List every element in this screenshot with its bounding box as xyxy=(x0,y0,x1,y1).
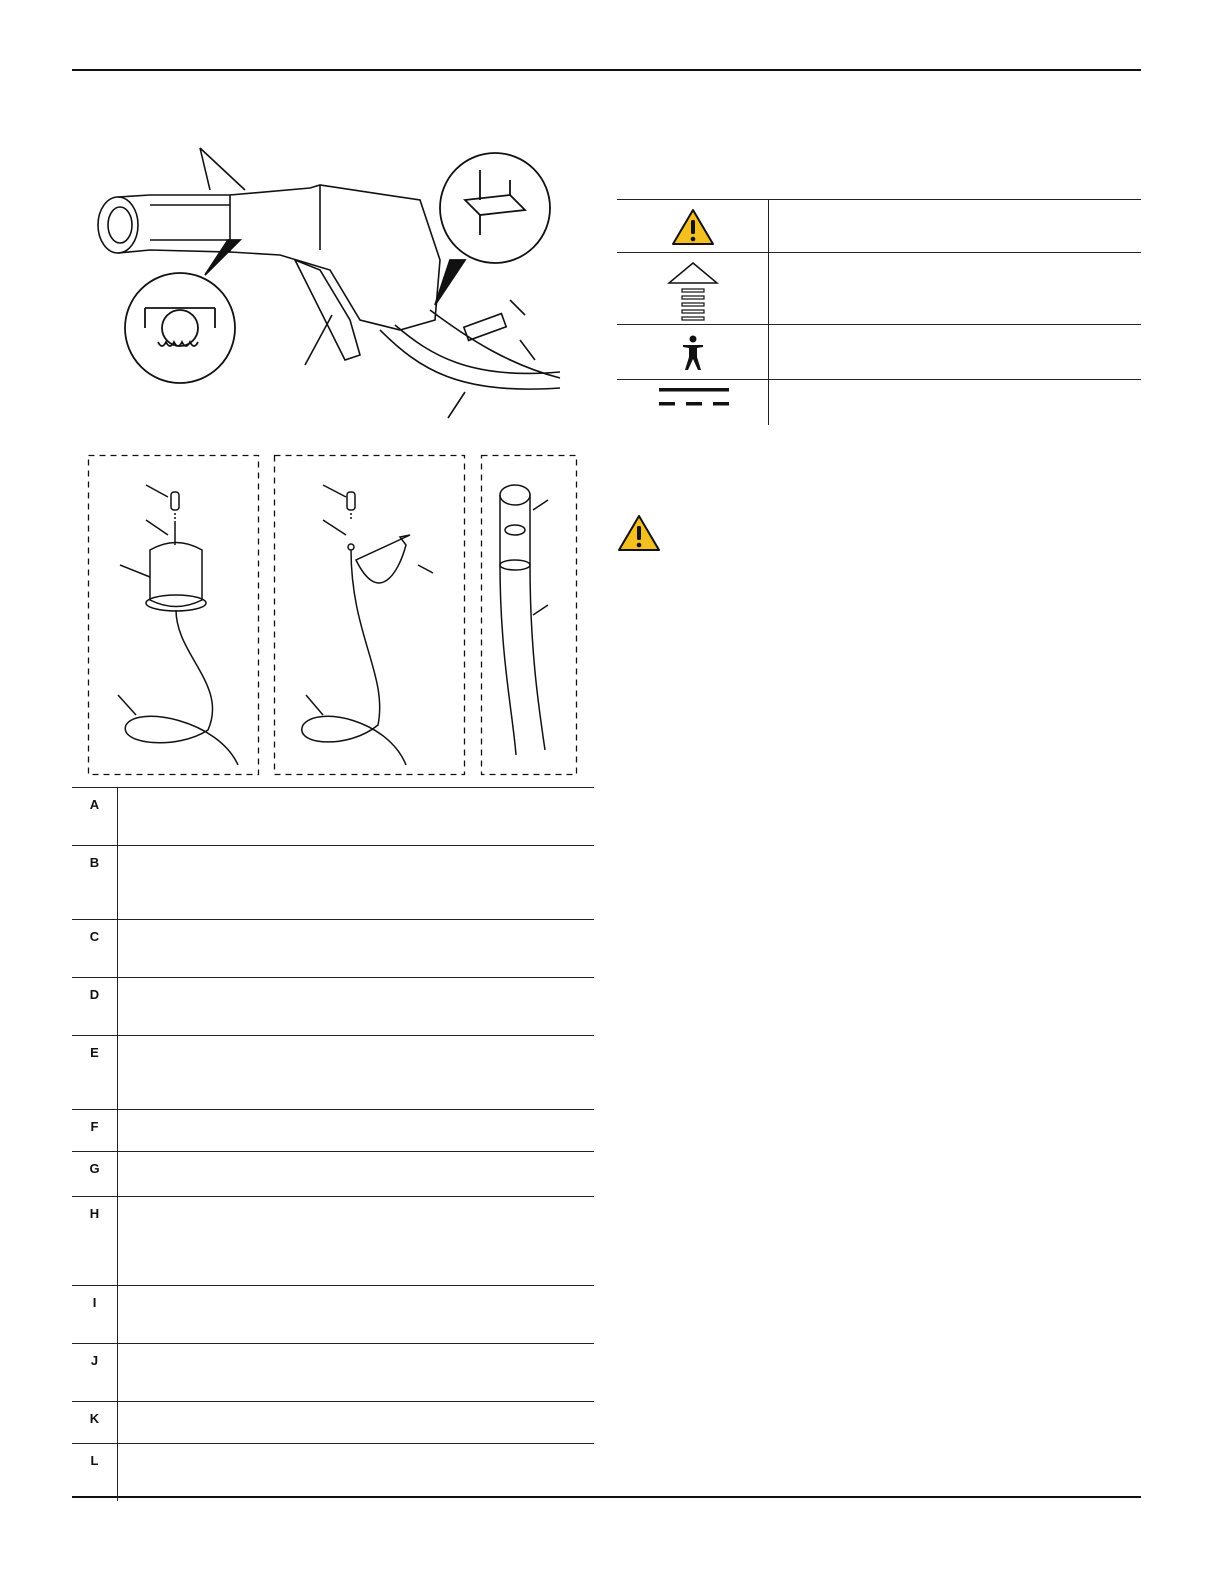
legend-letter: D xyxy=(72,978,118,1035)
legend-desc xyxy=(118,1110,594,1151)
legend-letter: C xyxy=(72,920,118,977)
handpiece-illustration xyxy=(80,140,580,440)
legend-letter: I xyxy=(72,1286,118,1343)
legend-desc xyxy=(118,1152,594,1196)
legend-row xyxy=(72,919,594,977)
legend-row xyxy=(72,1035,594,1109)
legend-row xyxy=(72,787,594,845)
legend-row xyxy=(72,1401,594,1443)
symbol-desc xyxy=(769,380,1141,425)
legend-desc xyxy=(118,978,594,1035)
legend-letter: H xyxy=(72,1197,118,1285)
legend-letter: E xyxy=(72,1036,118,1109)
legend-letter: B xyxy=(72,846,118,919)
symbol-desc xyxy=(769,200,1141,252)
legend-letter: K xyxy=(72,1402,118,1443)
legend-row xyxy=(72,1151,594,1196)
legend-row xyxy=(72,1109,594,1151)
header-rule xyxy=(72,69,1141,71)
symbol-row xyxy=(617,324,1141,379)
type-bf-applied-part-icon xyxy=(679,335,707,371)
legend-desc xyxy=(118,1402,594,1443)
warning-triangle-icon xyxy=(617,514,661,552)
direct-current-icon xyxy=(659,384,729,410)
symbol-row xyxy=(617,379,1141,425)
legend-row xyxy=(72,1285,594,1343)
legend-desc xyxy=(118,846,594,919)
legend-desc xyxy=(118,788,594,845)
legend-table xyxy=(72,787,594,1501)
legend-desc xyxy=(118,1197,594,1285)
legend-row xyxy=(72,845,594,919)
symbol-desc xyxy=(769,253,1141,324)
legend-desc xyxy=(118,1036,594,1109)
legend-desc xyxy=(118,920,594,977)
symbol-row xyxy=(617,252,1141,324)
legend-letter: F xyxy=(72,1110,118,1151)
symbol-desc xyxy=(769,325,1141,379)
legend-desc xyxy=(118,1444,594,1501)
legend-letter: A xyxy=(72,788,118,845)
legend-letter: G xyxy=(72,1152,118,1196)
symbol-row xyxy=(617,199,1141,252)
legend-letter: J xyxy=(72,1344,118,1401)
warning-triangle-icon xyxy=(671,208,715,246)
legend-row xyxy=(72,977,594,1035)
legend-row xyxy=(72,1196,594,1285)
symbols-table xyxy=(617,199,1141,425)
legend-row xyxy=(72,1343,594,1401)
accessory-panels xyxy=(88,455,578,775)
legend-row xyxy=(72,1443,594,1501)
legend-letter: L xyxy=(72,1444,118,1501)
legend-desc xyxy=(118,1344,594,1401)
stacking-limit-arrow-icon xyxy=(667,261,719,321)
legend-desc xyxy=(118,1286,594,1343)
